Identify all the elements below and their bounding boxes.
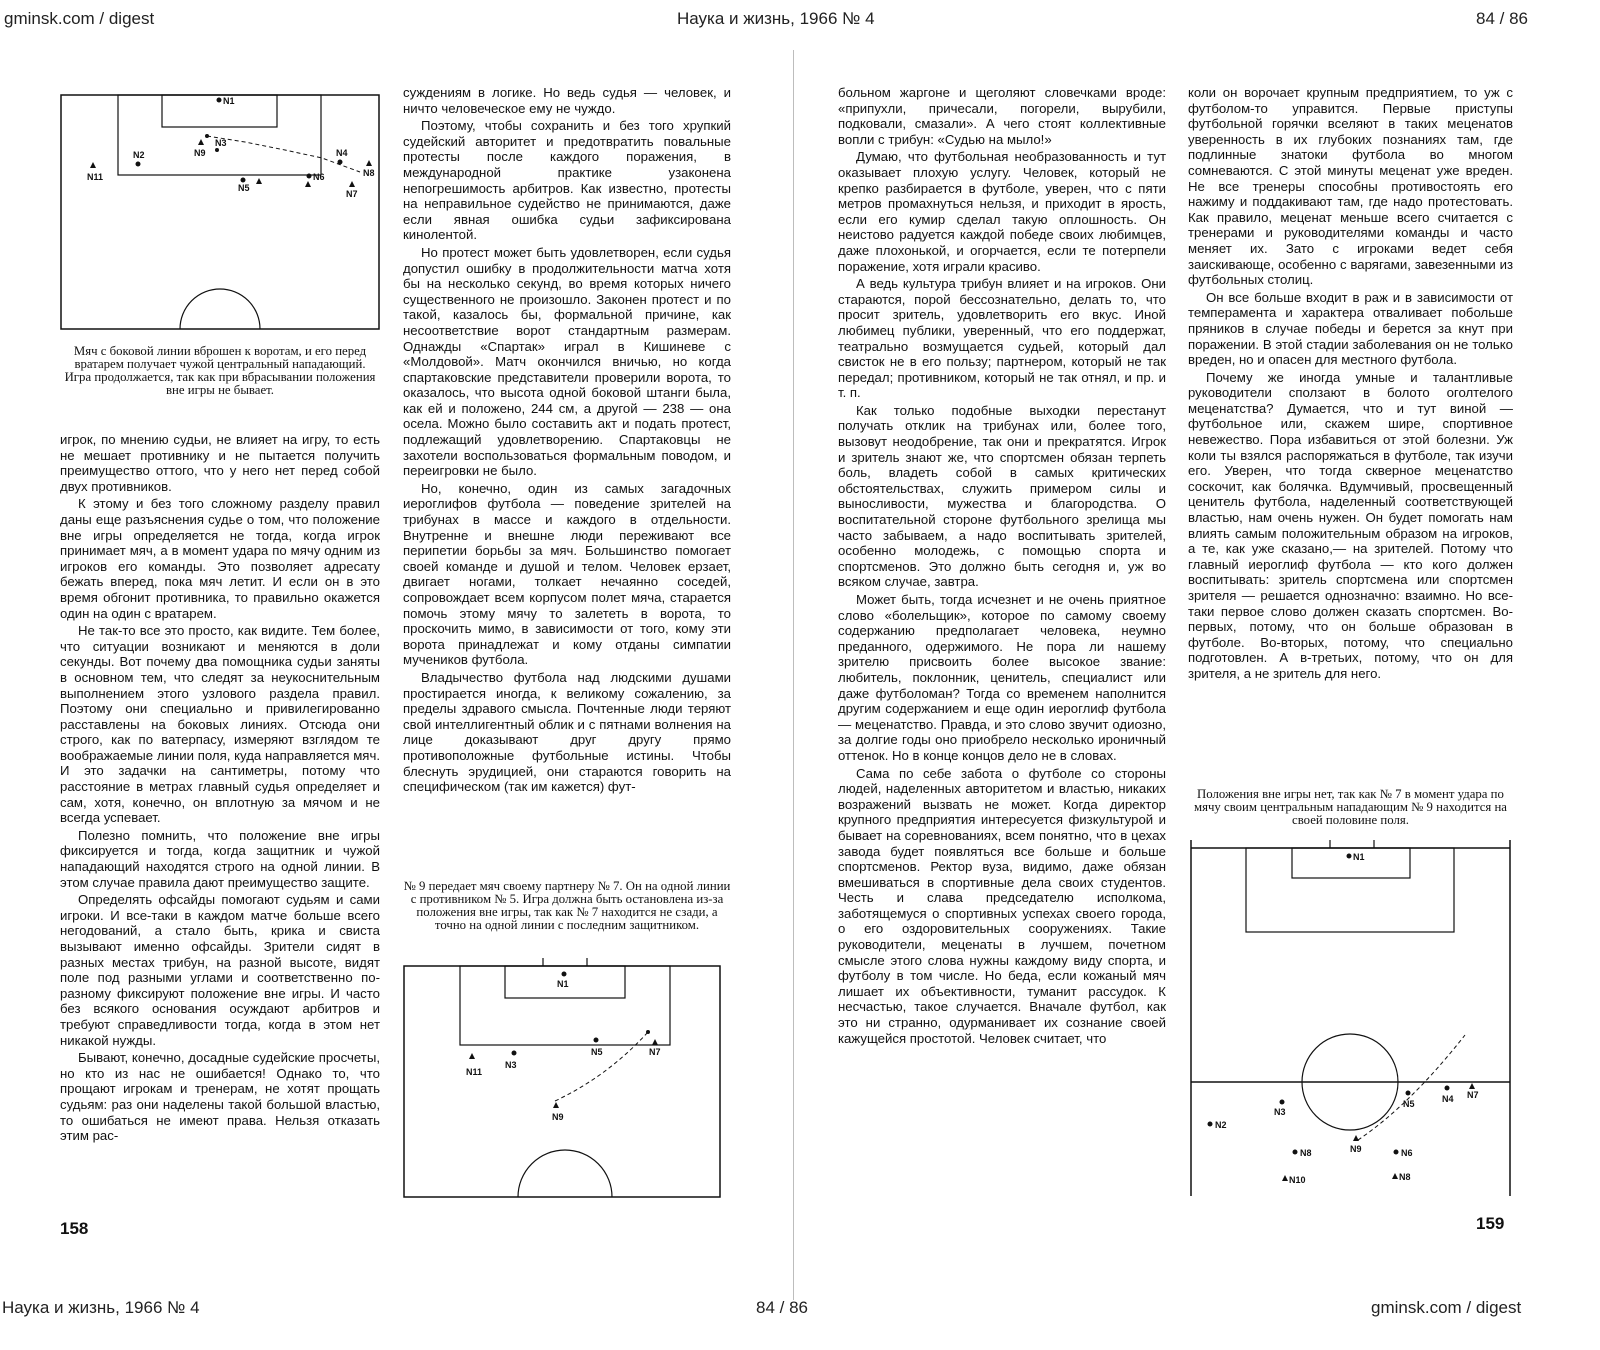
fig1-label-n3: N3 [215, 138, 227, 148]
fig3-label-n7: N7 [1467, 1090, 1479, 1100]
fig1-caption: Мяч с боковой линии вброшен к воротам, и его перед вратарем получает чужой центральный нападающий. Игра продолжается, так как при вбрасывании положения вне игры не бывает. [64, 344, 376, 397]
col1-paragraph: Не так-то все это просто, как видите. Тем более, что ситуации возникают и меняются в доли секунды. Вот почему два помощника судьи заняты в основном тем, что следят за неукоснительным выполнением этого узлового раздела правил. Поэтому они специально и привилегированно расставлены на боковых линиях. Отсюда они строго, как по ватерпасу, измеряют взглядом те воображаемые линии поля, куда направляется мяч. И это задачки на сантиметры, потому что расстояние в метрах главный судья определяет и сам, хотя, конечно, он вплотную за мячом и не всегда успевает. [60, 623, 380, 826]
fig3-label-n2: N2 [1215, 1120, 1227, 1130]
fig3-label-n8a: N8 [1300, 1148, 1312, 1158]
col3-paragraph: больном жаргоне и щеголяют словечками вроде: «припухли, причесали, погорели, вырубили, подковали, смазали». А чего стоят коллективные вопли с трибун: «Судью на мыло!» [838, 85, 1166, 147]
fig3-label-n6: N6 [1401, 1148, 1413, 1158]
fig2-caption: № 9 передает мяч своему партнеру № 7. Он на одной линии с противником № 5. Игра должна быть остановлена из-за положения вне игры, так как № 7 находится не сзади, а точно на одной линии с последним защитником. [403, 879, 731, 932]
text-column-2 [403, 85, 731, 797]
fig3-label-n3: N3 [1274, 1107, 1286, 1117]
diagram-figure-3 [1190, 840, 1512, 1200]
header-site: gminsk.com / digest [4, 9, 155, 28]
col4-paragraph: Почему же иногда умные и талантливые руководители сползают в болото оголтелого меценатства? Думается, что и тут виной — футбольное или, скажем шире, спортивное невежество. Пора избавиться от этой болезни. Уж коли ты взялся распоряжаться в футболе, так изучи его. Уверен, что тогда скверное меценатство соскочит, как болячка. Вдумчивый, просвещенный ценитель футбола, наделенный соответствующей властью, нам очень нужен. Он будет помогать нам влиять самым положительным образом на игроков, а те, как уже сказано,— на зрителей. Потому что главный иероглиф футбола — кто кого должен воспитывать: зритель спортсмена или спортсмен зрителя — решается однозначно: взаимно. Но все-таки первое слово должен сказать спортсмен. Во-первых, потому, что он больше образован в футболе. Во-вторых, потому, что специально подготовлен. А в-третьих, потому, что он для зрителя, а не зритель для него. [1188, 369, 1513, 681]
fig1-label-n4: N4 [336, 148, 348, 158]
right-page-number: 159 [1476, 1214, 1505, 1233]
fig1-label-n1: N1 [223, 96, 235, 106]
text-column-3 [838, 85, 1166, 1048]
col2-paragraph: суждениям в логике. Но ведь судья — человек, и ничто человеческое ему не чуждо. [403, 85, 731, 116]
fig2-label-n7: N7 [649, 1047, 661, 1057]
col1-paragraph: Полезно помнить, что положение вне игры фиксируется и тогда, когда защитник и чужой нападающий находятся строго на одной линии. В этом случае правила дают преимущество защите. [60, 827, 380, 890]
col1-paragraph: Бывают, конечно, досадные судейские просчеты, но кто из нас не ошибается! Однако то, что прощают игрокам и тренерам, не хотят прощать судьям: раз они наделены такой большой властью, то ошибаться не имеют права. Нельзя отказать этим рас- [60, 1050, 380, 1144]
text-column-4 [1188, 85, 1513, 684]
col3-paragraph: Думаю, что футбольная необразованность и тут оказывает плохую услугу. Человек, который не крепко разбирается в футболе, уверен, что с пяти метров промахнуться нельзя, и приходит в ярость, если его кумир сделал такую оплошность. Он неистово радуется каждой победе своих любимцев, даже плохонькой, и огорчается, если те потерпели поражение, хотя играли красиво. [838, 149, 1166, 274]
text-column-1 [60, 432, 380, 1146]
col4-paragraph: коли он ворочает крупным предприятием, то уж с футболом-то управится. Первые приступы футбольной горячки вселяют в таких меценатов уверенность в их глубоких познаниях там, где подлинные знатоки футбола во многом сомневаются. С этой минуты меценат уже вреден. Не все тренеры способны противостоять его нажиму и поддакивают там, где надо протестовать. Как правило, меценат меньше всего считается с тренерами и руководителями команды и часто меняет их. Зато с игроками ведет себя заискивающе, особенно с варягами, завезенными из футбольных столиц. [1188, 85, 1513, 288]
fig3-label-n1: N1 [1353, 852, 1365, 862]
fig2-label-n11: N11 [466, 1067, 483, 1077]
fig3-label-n10: N10 [1289, 1175, 1306, 1185]
footer-page-indicator: 84 / 86 [756, 1298, 808, 1317]
col1-paragraph: Определять офсайды помогают судьям и сами игроки. И все-таки в каждом матче больше всего негодований, а стало быть, крика и свиста вызывают именно офсайды. Зрители сидят в разных местах трибун, на разной высоте, видят поле под разными углами и соответственно по-разному фиксируют положение вне игры. И часто без всякого основания осуждают арбитров и требуют справедливости тогда, когда в этом нет никакой нужды. [60, 892, 380, 1048]
col3-paragraph: А ведь культура трибун влияет и на игроков. Они стараются, порой бессознательно, делать то, что просит зритель, удовлетворить его вкус. Иной любимец публики, уверенный, что его поддержат, театрально возмущается судьей, который дал свисток не в его пользу; партнером, который не так передал; противником, который не так отнял, и пр. и т. п. [838, 276, 1166, 401]
fig2-label-n1: N1 [557, 979, 569, 989]
fig1-label-n11: N11 [87, 172, 104, 182]
fig1-label-n2: N2 [133, 150, 145, 160]
col1-paragraph: игрок, по мнению судьи, не влияет на игру, то есть не мешает противнику и не пытается получить преимущество оттого, что у него нет перед собой двух противников. [60, 432, 380, 494]
fig1-label-n6: N6 [313, 172, 325, 182]
col3-paragraph: Сама по себе забота о футболе со стороны людей, наделенных авторитетом и властью, никаких возражений вызвать не может. Когда директор крупного предприятия интересуется физкультурой и бывает на соревнованиях, всем понятно, что в цехах завода будет появляться все больше и больше спортсменов. Ректор вуза, видимо, даже обязан вмешиваться в спортивные дела своих студентов. Честь и слава председателю исполкома, заботящемуся о спортивных успехах своего города, о его оздоровительных сооружениях. Такие руководители, меценаты в лучшем, почетном смысле этого слова нужны каждому виду спорта, и футболу в том числе. Но беда, если кожаный мяч лишает их объективности, туманит рассудок. К несчастью, такое случается. Вначале футбол, как это ни странно, одурманивает их сознание своей кажущейся простотой. Человек считает, что [838, 765, 1166, 1046]
col1-paragraph: К этому и без того сложному разделу правил даны еще разъяснения судье о том, что положение вне игры определяется не тогда, когда игрок принимает мяч, а в момент удара по мячу одним из игроков его команды. Это позволяет адресату бежать вперед, пока мяч летит. И если он в это время обгонит противника, то правильно окажется один на один с вратарем. [60, 496, 380, 621]
page-divider [793, 50, 794, 1300]
footer-site: gminsk.com / digest [1371, 1298, 1522, 1317]
col2-paragraph: Но протест может быть удовлетворен, если судья допустил ошибку в продолжительности матча хотя бы на несколько секунд, во время которых ничего существенного не произошло. Законен протест и по такой, казалось бы, формальной причине, как несоответствие ворот стандартным размерам. Однажды «Спартак» играл в Кишиневе с «Молдовой». Матч окончился вничью, но когда спартаковские представители проверили ворота, то оказалось, что высота одной боковой штанги была, как ей и положено, 244 см, а другой — 238 — она осела. Можно было составить акт и подать протест, подлежащий удовлетворению. Спартаковцы не захотели воспользоваться формальным поводом, и переигровки не было. [403, 244, 731, 479]
fig3-label-n8b: N8 [1399, 1172, 1411, 1182]
header-title: Наука и жизнь, 1966 № 4 [677, 9, 875, 28]
fig2-label-n5: N5 [591, 1047, 603, 1057]
fig1-label-n5: N5 [238, 183, 250, 193]
col2-paragraph: Владычество футбола над людскими душами простирается иногда, к великому сожалению, за пределы здравого смысла. Почтенные люди теряют свой интеллигентный облик и с пятнами волнения на лице доказывают друг другу прямо противоположные футбольные истины. Чтобы блеснуть эрудицией, они стараются говорить на специфическом (так им кажется) фут- [403, 669, 731, 795]
fig1-label-n9: N9 [194, 148, 206, 158]
diagram-figure-1 [60, 94, 380, 330]
fig2-label-n9: N9 [552, 1112, 564, 1122]
col3-paragraph: Может быть, тогда исчезнет и не очень приятное слово «болельщик», которое по самому своему содержанию предполагает человека, неумно преданного, одержимого. Не пора ли нашему зрителю присвоить более высокое звание: любитель, поклонник, ценитель, специалист или даже футболоман? Тогда со временем наполнится другим содержанием и еще один иероглиф футбола — меценатство. Правда, и это слово звучит одиозно, за долгие годы оно приобрело несколько ироничный оттенок. Но в конце концов дело не в словах. [838, 592, 1166, 763]
col4-paragraph: Он все больше входит в раж и в зависимости от темперамента и характера отваливает побольше пряников в случае победы и берется за кнут при поражении. В этой стадии заболевания он не только вреден, но и опасен для местного футбола. [1188, 289, 1513, 368]
fig1-label-n7: N7 [346, 189, 358, 199]
fig3-label-n9: N9 [1350, 1144, 1362, 1154]
header-page-indicator: 84 / 86 [1476, 9, 1528, 28]
fig3-caption: Положения вне игры нет, так как № 7 в момент удара по мячу своим центральным нападающим № 9 находится на своей половине поля. [1194, 787, 1507, 827]
diagram-figure-2 [403, 958, 721, 1198]
fig2-label-n3: N3 [505, 1060, 517, 1070]
fig1-label-n8: N8 [363, 168, 375, 178]
col2-paragraph: Но, конечно, один из самых загадочных иероглифов футбола — поведение зрителей на трибунах в массе и каждого в отдельности. Внутренне и внешне люди переживают все перипетии борьбы за мяч. Большинство помогает своей команде и душой и телом. Человек ерзает, двигает ногами, толкает нечаянно соседей, сопровождает всем корпусом полет мяча, старается помочь этому мячу то залететь в ворота, то проскочить мимо, в зависимости от того, кому эти ворота принадлежат и кому отданы симпатии мучеников футбола. [403, 480, 731, 668]
col3-paragraph: Как только подобные выходки перестанут получать отклик на трибунах или, более того, вызовут неодобрение, так они и прекратятся. Игрок и зритель знают же, что спортсмен обязан терпеть боль, владеть собой в самых критических обстоятельствах, служить примером силы и выносливости, мужества и благородства. О воспитательной стороне футбольного зрелища мы часто забываем, а надо воспитывать зрителей, особенно молодежь, с помощью спорта и спортсменов. Это должно быть сегодня и, уж во всяком случае, завтра. [838, 402, 1166, 590]
footer-title: Наука и жизнь, 1966 № 4 [2, 1298, 200, 1317]
fig3-label-n5: N5 [1403, 1099, 1415, 1109]
left-page-number: 158 [60, 1219, 89, 1238]
col2-paragraph: Поэтому, чтобы сохранить и без того хрупкий судейский авторитет и предотвратить повальные протесты после каждого поражения, в международной практике узаконена непогрешимость арбитров. Как известно, протесты на неправильное судейство не принимаются, даже если явная ошибка судьи зафиксирована кинолентой. [403, 118, 731, 243]
fig3-label-n4: N4 [1442, 1094, 1454, 1104]
